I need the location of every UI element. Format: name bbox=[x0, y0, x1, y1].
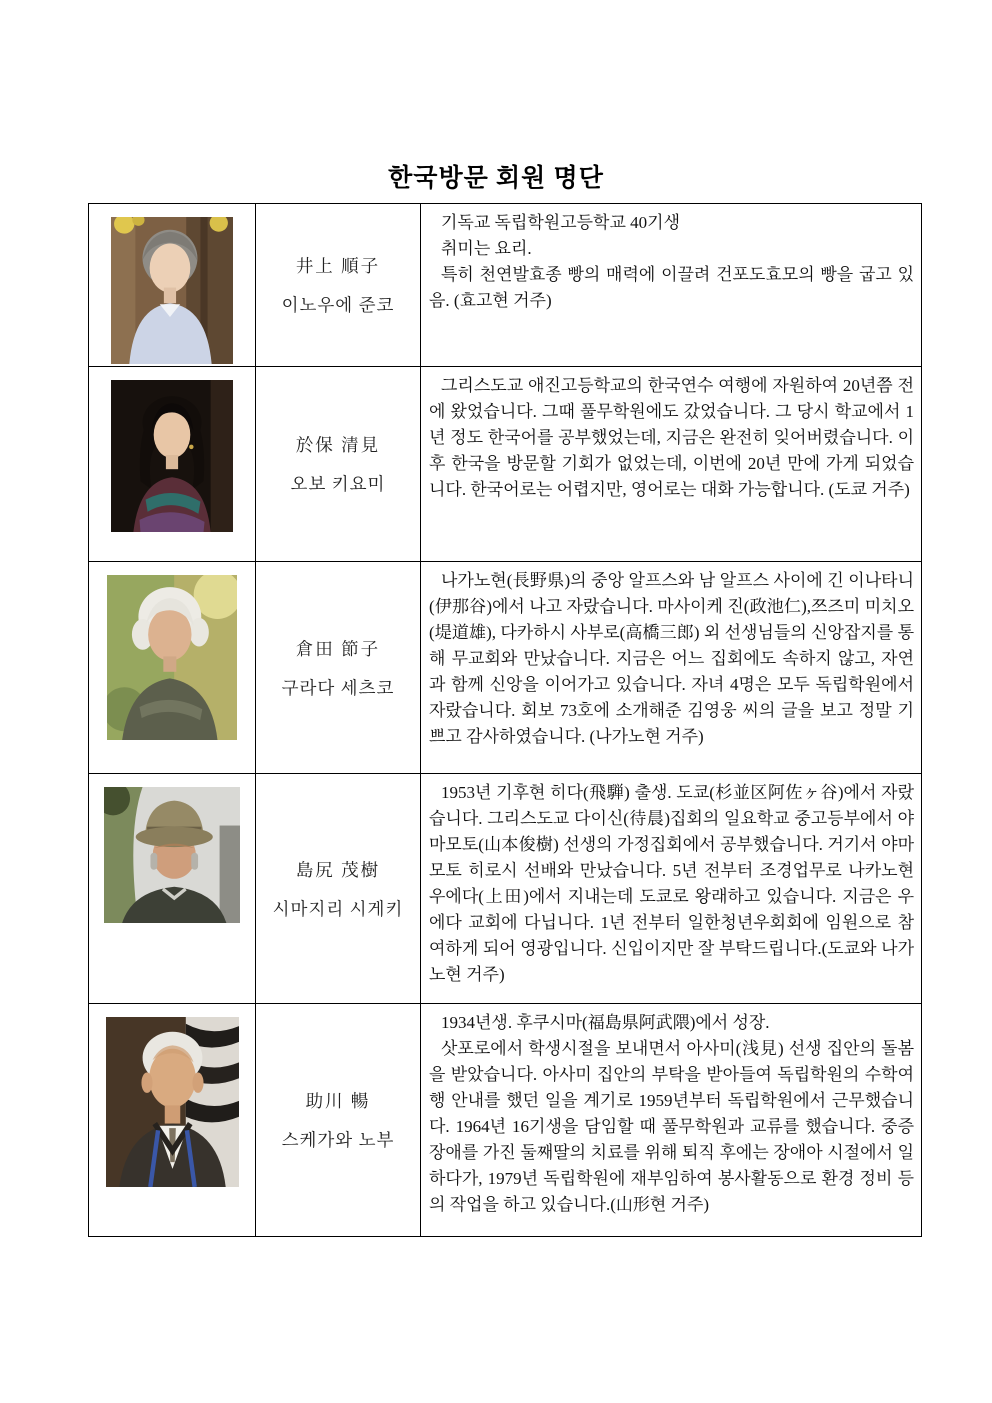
member-name-japanese: 島尻 茂樹 bbox=[295, 859, 381, 880]
member-name-korean: 시마지리 시게키 bbox=[272, 898, 404, 919]
member-description bbox=[421, 1004, 922, 1237]
member-name bbox=[256, 1004, 421, 1237]
photo-cell bbox=[89, 1004, 256, 1237]
description-paragraph: 나가노현(長野県)의 중앙 알프스와 남 알프스 사이에 긴 이나타니(伊那谷)에서 나고 자랐습니다. 마사이케 진(政池仁),쯔즈미 미치오(堤道雄), 다카하시 사부로(高橋三郎) 외 선생님들의 신앙잡지를 통해 무교회와 만났습니다. 지금은 어느 집회에도 속하지 않고, 자연과 함께 신앙을 이어가고 있습니다. 자녀 4명은 모두 독립학원에서 자랐습니다. 회보 73호에 소개해준 김영웅 씨의 글을 보고 정말 기쁘고 감사하였습니다. (나가노현 거주) bbox=[429, 571, 914, 746]
member-name bbox=[256, 562, 421, 774]
description-paragraph: 삿포로에서 학생시절을 보내면서 아사미(浅見) 선생 집안의 돌봄을 받았습니다. 아사미 집안의 부탁을 받아들여 독립학원의 수학여행 안내를 했던 일을 계기로 1959년부터 독립학원에서 근무했습니다. 1964년 16기생을 담임할 때 풀무학원과 교류를 했습니다. 중증 장애를 가진 둘째딸의 치료를 위해 퇴직 후에는 장애아 시절에서 일하다가, 1979년 독립학원에 재부임하여 봉사활동으로 환경 정비 등의 작업을 하고 있습니다.(山形현 거주) bbox=[429, 1039, 914, 1214]
member-description bbox=[421, 562, 922, 774]
member-description bbox=[421, 774, 922, 1004]
member-photo bbox=[111, 217, 233, 364]
table-row bbox=[89, 1004, 922, 1237]
member-name bbox=[256, 367, 421, 562]
member-name bbox=[256, 774, 421, 1004]
member-table bbox=[88, 203, 922, 1237]
member-name-japanese: 倉田 節子 bbox=[295, 638, 381, 659]
photo-cell bbox=[89, 562, 256, 774]
member-name-japanese: 井上 順子 bbox=[295, 256, 381, 276]
table-row bbox=[89, 204, 922, 367]
description-paragraph: 특히 천연발효종 빵의 매력에 이끌려 건포도효모의 빵을 굽고 있음. (효고현 거주) bbox=[429, 265, 914, 310]
portrait-illustration bbox=[111, 217, 233, 364]
member-name-korean: 이노우에 준코 bbox=[281, 295, 395, 315]
portrait-illustration bbox=[106, 1017, 239, 1187]
portrait-illustration bbox=[111, 380, 233, 532]
portrait-illustration bbox=[107, 575, 237, 740]
photo-cell bbox=[89, 204, 256, 367]
member-photo bbox=[107, 575, 237, 740]
table-row bbox=[89, 562, 922, 774]
member-photo bbox=[111, 380, 233, 532]
member-name-korean: 스케가와 노부 bbox=[281, 1130, 395, 1150]
photo-cell bbox=[89, 367, 256, 562]
description-paragraph: 1934년생. 후쿠시마(福島県阿武隈)에서 성장. bbox=[441, 1013, 770, 1032]
member-photo bbox=[104, 787, 240, 923]
member-name-japanese: 助川 暢 bbox=[305, 1091, 371, 1111]
member-description bbox=[421, 204, 922, 367]
description-paragraph: 기독교 독립학원고등학교 40기생 bbox=[441, 213, 680, 232]
page-title: 한국방문 회원 명단 bbox=[388, 165, 604, 192]
member-description bbox=[421, 367, 922, 562]
table-row bbox=[89, 774, 922, 1004]
member-name-korean: 오보 키요미 bbox=[290, 474, 386, 494]
photo-cell bbox=[89, 774, 256, 1004]
description-paragraph: 1953년 기후현 히다(飛騨) 출생. 도쿄(杉並区阿佐ヶ谷)에서 자랐습니다. 그리스도교 다이신(待晨)집회의 일요학교 중고등부에서 야마모토(山本俊樹) 선생의 가정집회에서 공부했습니다. 거기서 야마모토 히로시 선배와 만났습니다. 5년 전부터 조경업무로 나카노현 우에다(上田)에서 지내는데 도쿄로 왕래하고 있습니다. 지금은 우에다 교회에 다닙니다. 1년 전부터 일한청년우회회에 임원으로 참여하게 되어 영광입니다. 신입이지만 잘 부탁드립니다.(도쿄와 나가노현 거주) bbox=[429, 783, 914, 984]
member-photo bbox=[106, 1017, 239, 1187]
member-name bbox=[256, 204, 421, 367]
member-name-korean: 구라다 세츠코 bbox=[281, 677, 395, 698]
description-paragraph: 취미는 요리. bbox=[441, 239, 532, 258]
portrait-illustration bbox=[104, 787, 240, 923]
table-row bbox=[89, 367, 922, 562]
description-paragraph: 그리스도교 애진고등학교의 한국연수 여행에 자원하여 20년쯤 전에 왔었습니다. 그때 풀무학원에도 갔었습니다. 그 당시 학교에서 1년 정도 한국어를 공부했었는데, 지금은 완전히 잊어버렸습니다. 이후 한국을 방문할 기회가 없었는데, 이번에 20년 만에 가게 되었습니다. 한국어로는 어렵지만, 영어로는 대화 가능합니다. (도쿄 거주) bbox=[429, 376, 914, 499]
member-name-japanese: 於保 清見 bbox=[295, 435, 381, 455]
